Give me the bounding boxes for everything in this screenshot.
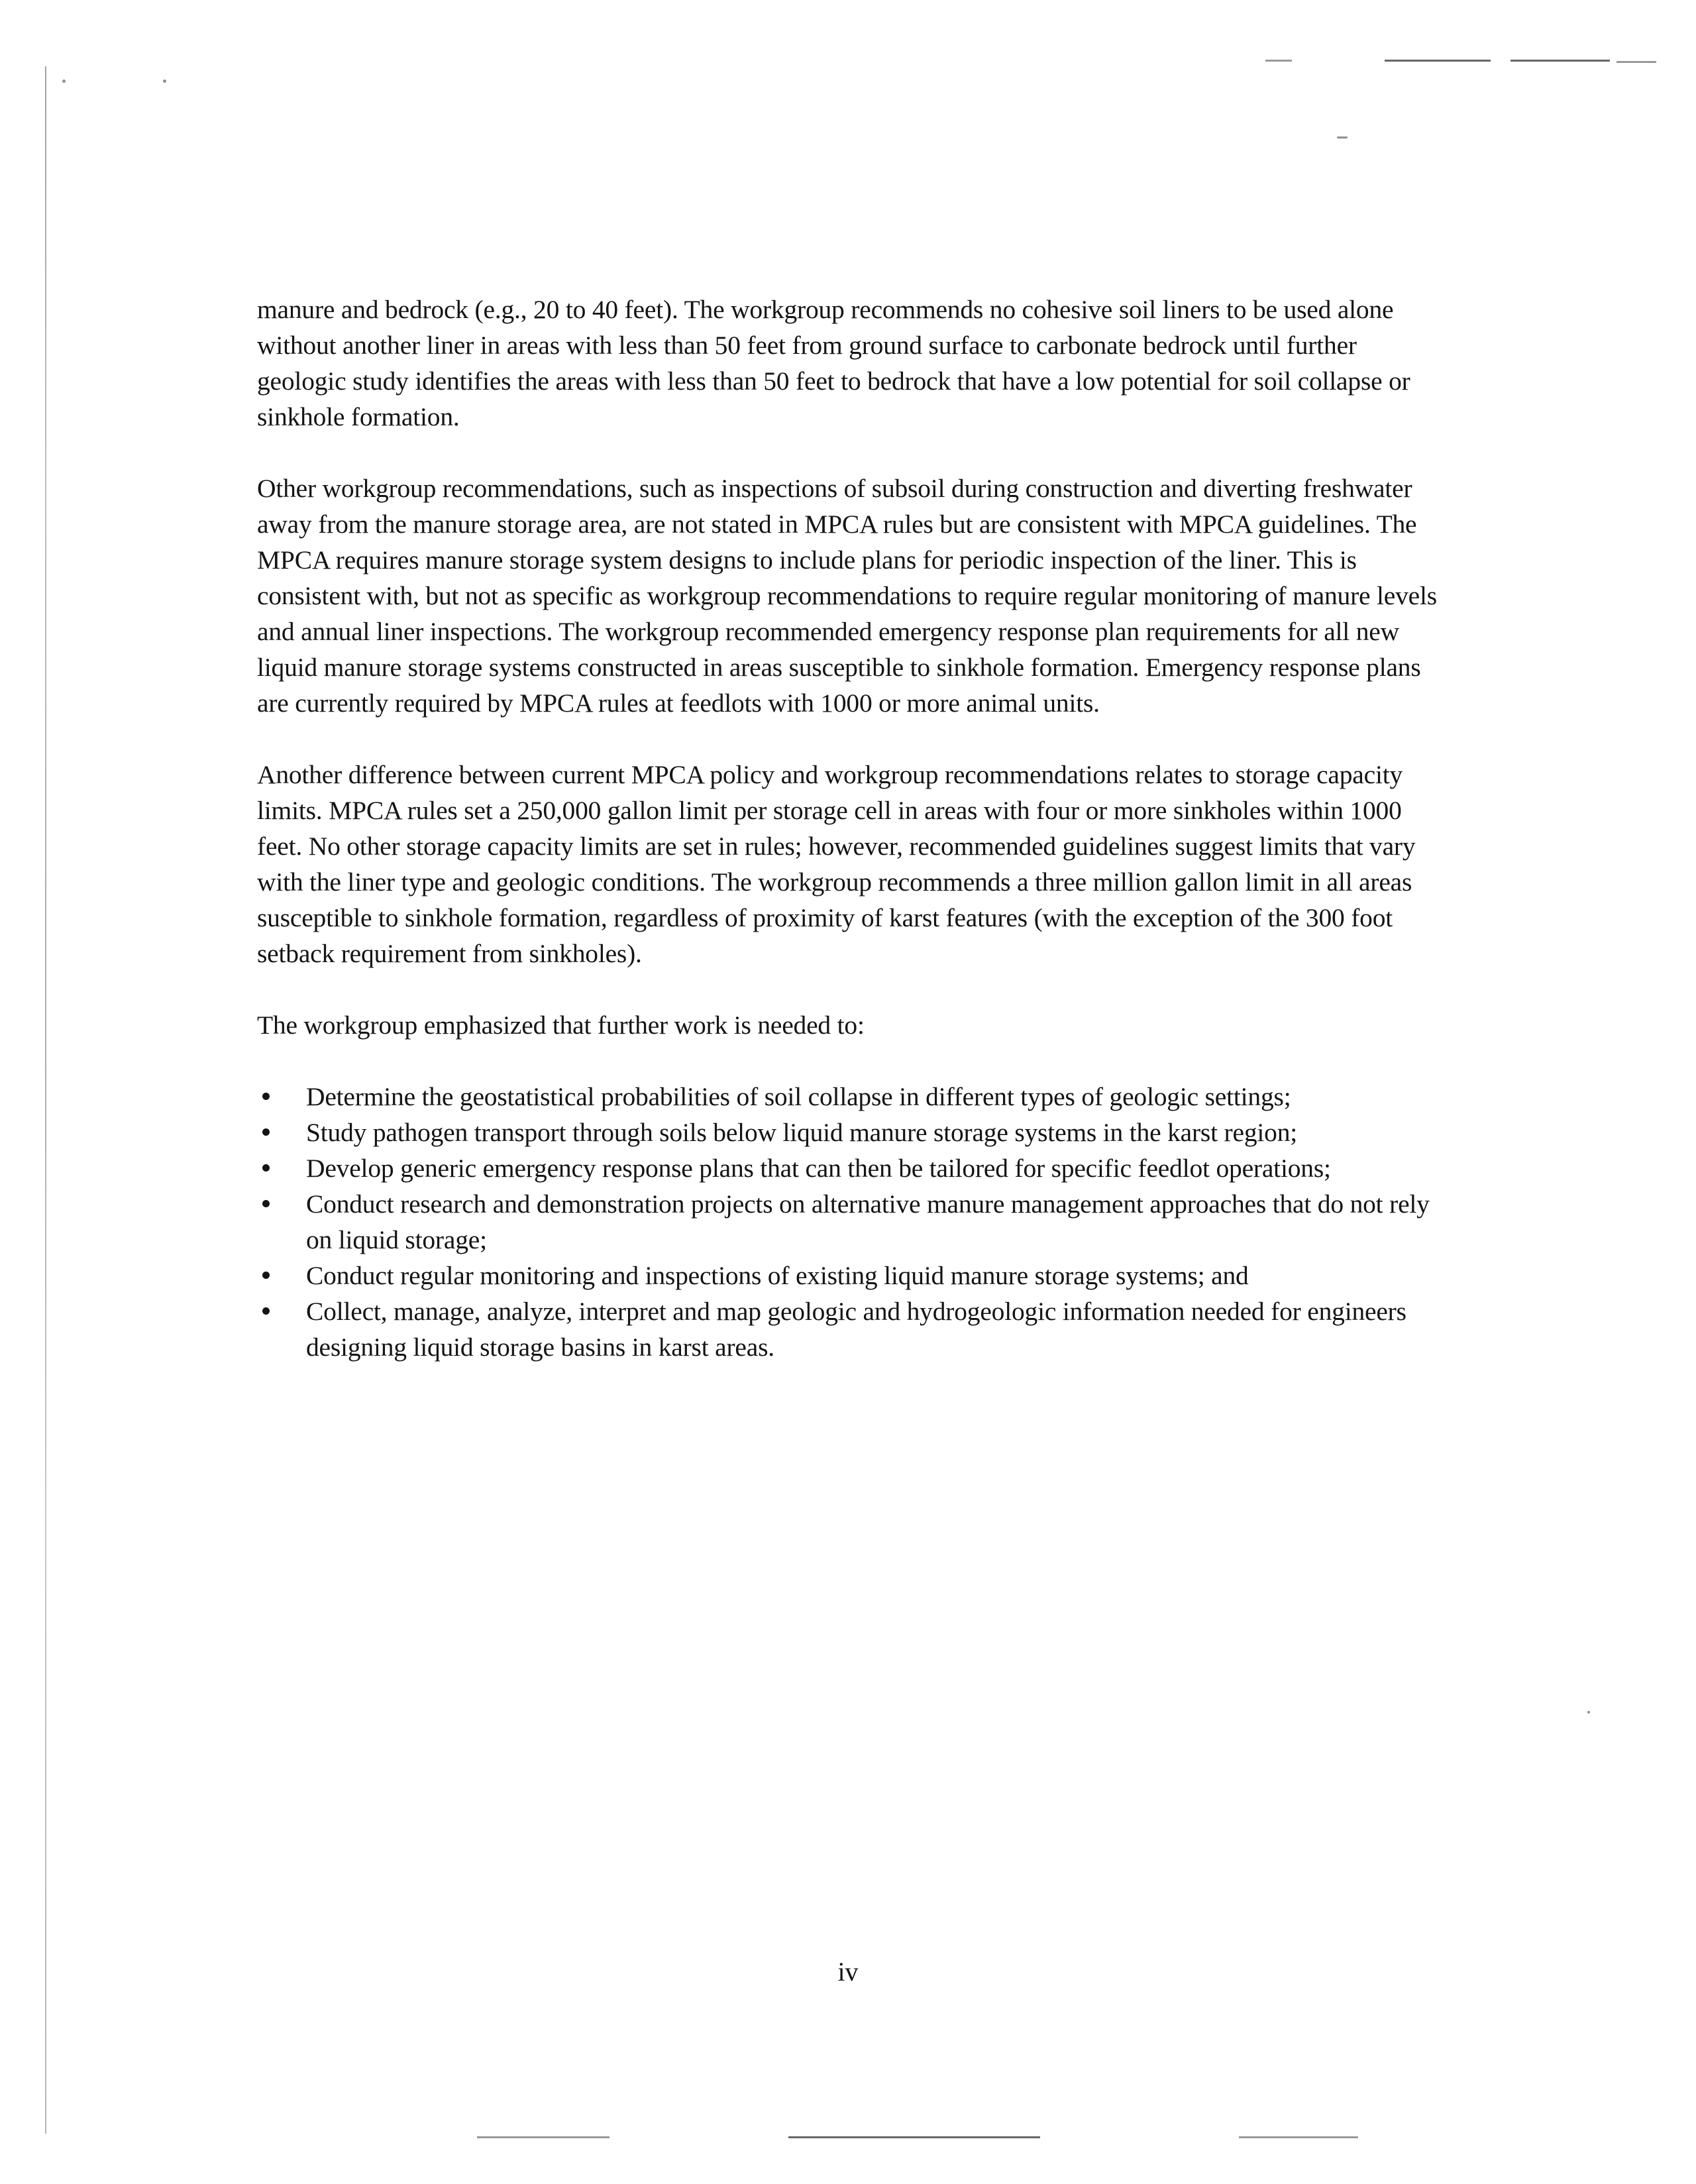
list-item-text: Collect, manage, analyze, interpret and map geologic and hydrogeologic information needed for engineers designing liquid storage basins in karst areas. xyxy=(306,1297,1406,1362)
paragraph-storage-capacity: Another difference between current MPCA policy and workgroup recommendations relates to storage capacity limits. MPCA rules set a 250,000 gallon limit per storage cell in areas with four or more sinkholes within 1000 feet. No other storage capacity limits are set in rules; however, recommended guidelines suggest limits that vary with the liner type and geologic conditions. The workgroup recommends a three million gallon limit in all areas susceptible to sinkhole formation, regardless of proximity of karst features (with the exception of the 300 foot setback requirement from sinkholes). xyxy=(257,760,1416,968)
scan-rule-bottom-2 xyxy=(788,2136,1040,2138)
scan-edge-line xyxy=(45,66,46,2134)
list-item xyxy=(257,1079,1443,1115)
scan-rule-top-1 xyxy=(1265,60,1292,62)
list-item-text: Develop generic emergency response plans that can then be tailored for specific feedlot operations; xyxy=(306,1154,1331,1183)
paragraph-liner-depth: manure and bedrock (e.g., 20 to 40 feet). The workgroup recommends no cohesive soil liners to be used alone without another liner in areas with less than 50 feet from ground surface to carbonate bedrock until further geologic study identifies the areas with less than 50 feet to bedrock that have a low potential for soil collapse or sinkhole formation. xyxy=(257,295,1410,431)
scan-rule-bottom-3 xyxy=(1239,2136,1358,2138)
bullet-icon xyxy=(262,1200,270,1207)
scan-rule-top-2 xyxy=(1385,60,1491,62)
list-item xyxy=(257,1258,1443,1293)
list-item xyxy=(257,1150,1443,1186)
scan-speck xyxy=(163,80,166,83)
bullet-icon xyxy=(262,1307,270,1315)
body-text xyxy=(257,292,1443,1365)
scan-rule-top-4 xyxy=(1616,61,1656,63)
list-item-text: Determine the geostatistical probabilities of soil collapse in different types of geologic settings; xyxy=(306,1082,1291,1111)
list-item-text: Conduct regular monitoring and inspections of existing liquid manure storage systems; and xyxy=(306,1261,1249,1290)
scan-speck xyxy=(62,80,66,83)
paragraph-other-recommendations: Other workgroup recommendations, such as inspections of subsoil during construction and diverting freshwater away from the manure storage area, are not stated in MPCA rules but are consistent with MPCA guidelines. The MPCA requires manure storage system designs to include plans for periodic inspection of the liner. This is consistent with, but not as specific as workgroup recommendations to require regular monitoring of manure levels and annual liner inspections. The workgroup recommended emergency response plan requirements for all new liquid manure storage systems constructed in areas susceptible to sinkhole formation. Emergency response plans are currently required by MPCA rules at feedlots with 1000 or more animal units. xyxy=(257,474,1437,718)
scan-speck xyxy=(1587,1711,1590,1714)
bullet-icon xyxy=(262,1272,270,1279)
bullet-icon xyxy=(262,1093,270,1100)
scan-rule-top-3 xyxy=(1510,60,1610,62)
page-number: iv xyxy=(837,1957,859,1987)
further-work-list xyxy=(257,1079,1443,1365)
paragraph-further-work-intro: The workgroup emphasized that further work is needed to: xyxy=(257,1010,865,1040)
scan-rule-bottom-1 xyxy=(477,2136,610,2138)
list-item-text: Study pathogen transport through soils below liquid manure storage systems in the karst region; xyxy=(306,1118,1298,1147)
bullet-icon xyxy=(262,1164,270,1172)
list-item xyxy=(257,1186,1443,1258)
list-item xyxy=(257,1293,1443,1365)
list-item-text: Conduct research and demonstration projects on alternative manure management approaches that do not rely on liquid storage; xyxy=(306,1189,1430,1254)
bullet-icon xyxy=(262,1128,270,1136)
scan-speck xyxy=(1337,136,1348,138)
list-item xyxy=(257,1115,1443,1150)
